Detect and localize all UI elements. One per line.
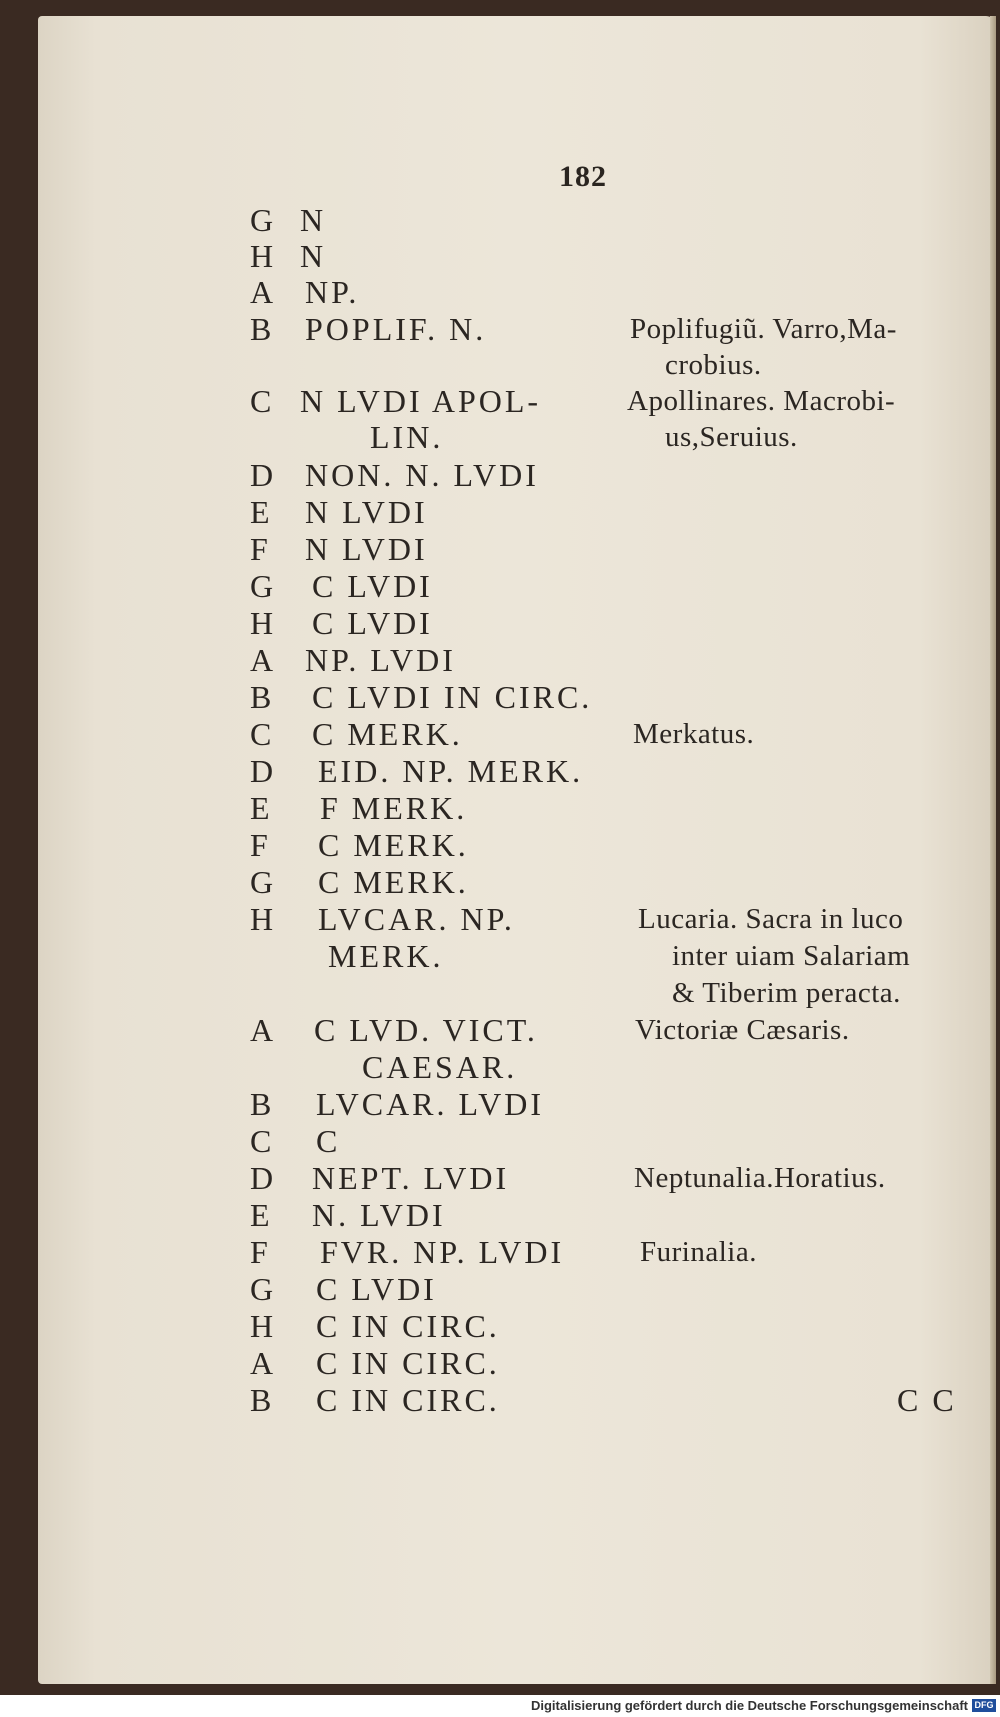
margin-note: inter uiam Salariam [672,940,911,972]
book-page [38,16,996,1684]
row-letter: C [250,383,274,419]
row-entry: C IN CIRC. [316,1382,500,1418]
row-entry: NP. LVDI [305,642,456,678]
row-entry: N [300,202,327,238]
row-entry: NON. N. LVDI [305,457,539,493]
row-entry: C MERK. [312,716,463,752]
row-letter: B [250,1382,274,1418]
row-letter: A [250,1345,276,1381]
row-letter: H [250,901,276,937]
row-letter: E [250,1197,272,1233]
margin-note: Poplifugiũ. Varro,Ma- [630,313,897,345]
row-entry: EID. NP. MERK. [318,753,584,789]
row-letter: A [250,642,276,678]
row-entry: N LVDI [305,494,428,530]
row-letter: H [250,238,276,274]
row-entry-continuation: LIN. [370,419,444,455]
row-letter: F [250,827,270,863]
margin-note: Apollinares. Macrobi- [627,385,896,417]
row-entry: C IN CIRC. [316,1308,500,1344]
row-letter: D [250,457,276,493]
row-letter: G [250,568,276,604]
row-entry: C [316,1123,341,1159]
row-entry: F MERK. [320,790,468,826]
catchword: C C [897,1382,957,1418]
row-entry: FVR. NP. LVDI [320,1234,565,1270]
row-letter: C [250,1123,274,1159]
row-entry: LVCAR. LVDI [316,1086,544,1122]
footer-bar [0,1695,1000,1717]
margin-note: Neptunalia.Horatius. [634,1162,886,1194]
row-letter: A [250,274,276,310]
row-letter: B [250,1086,274,1122]
row-entry: NEPT. LVDI [312,1160,510,1196]
row-entry: C LVD. VICT. [314,1012,538,1048]
row-entry: N LVDI APOL- [300,383,542,419]
dfg-logo: DFG [972,1699,996,1712]
row-entry: C MERK. [318,827,469,863]
row-entry: C MERK. [318,864,469,900]
margin-note: Victoriæ Cæsaris. [635,1014,850,1046]
margin-note: Furinalia. [640,1236,757,1268]
row-letter: H [250,605,276,641]
page-edge [990,16,996,1684]
row-letter: D [250,753,276,789]
row-entry-continuation: CAESAR. [362,1049,518,1085]
margin-note: Merkatus. [633,718,755,750]
row-entry: NP. [305,274,360,310]
digitization-credit: Digitalisierung gefördert durch die Deutsche Forschungsgemeinschaft [530,1698,968,1713]
row-entry-continuation: MERK. [328,938,444,974]
row-entry: C LVDI [312,605,433,641]
row-letter: G [250,202,276,238]
row-letter: H [250,1308,276,1344]
margin-note: & Tiberim peracta. [672,977,901,1009]
margin-note: Lucaria. Sacra in luco [638,903,904,935]
page-number: 182 [559,160,607,193]
row-entry: LVCAR. NP. [318,901,515,937]
row-entry: C LVDI IN CIRC. [312,679,593,715]
row-entry: C LVDI [312,568,433,604]
row-letter: E [250,494,272,530]
row-entry: N LVDI [305,531,428,567]
row-letter: F [250,1234,270,1270]
row-letter: B [250,679,274,715]
row-entry: C LVDI [316,1271,437,1307]
margin-note: crobius. [665,349,762,381]
row-letter: G [250,1271,276,1307]
row-letter: E [250,790,272,826]
margin-note: us,Seruius. [665,421,798,453]
row-entry: C IN CIRC. [316,1345,500,1381]
row-letter: G [250,864,276,900]
row-entry: POPLIF. N. [305,311,487,347]
row-letter: C [250,716,274,752]
row-entry: N. LVDI [312,1197,446,1233]
row-entry: N [300,238,327,274]
row-letter: A [250,1012,276,1048]
row-letter: F [250,531,270,567]
row-letter: B [250,311,274,347]
row-letter: D [250,1160,276,1196]
